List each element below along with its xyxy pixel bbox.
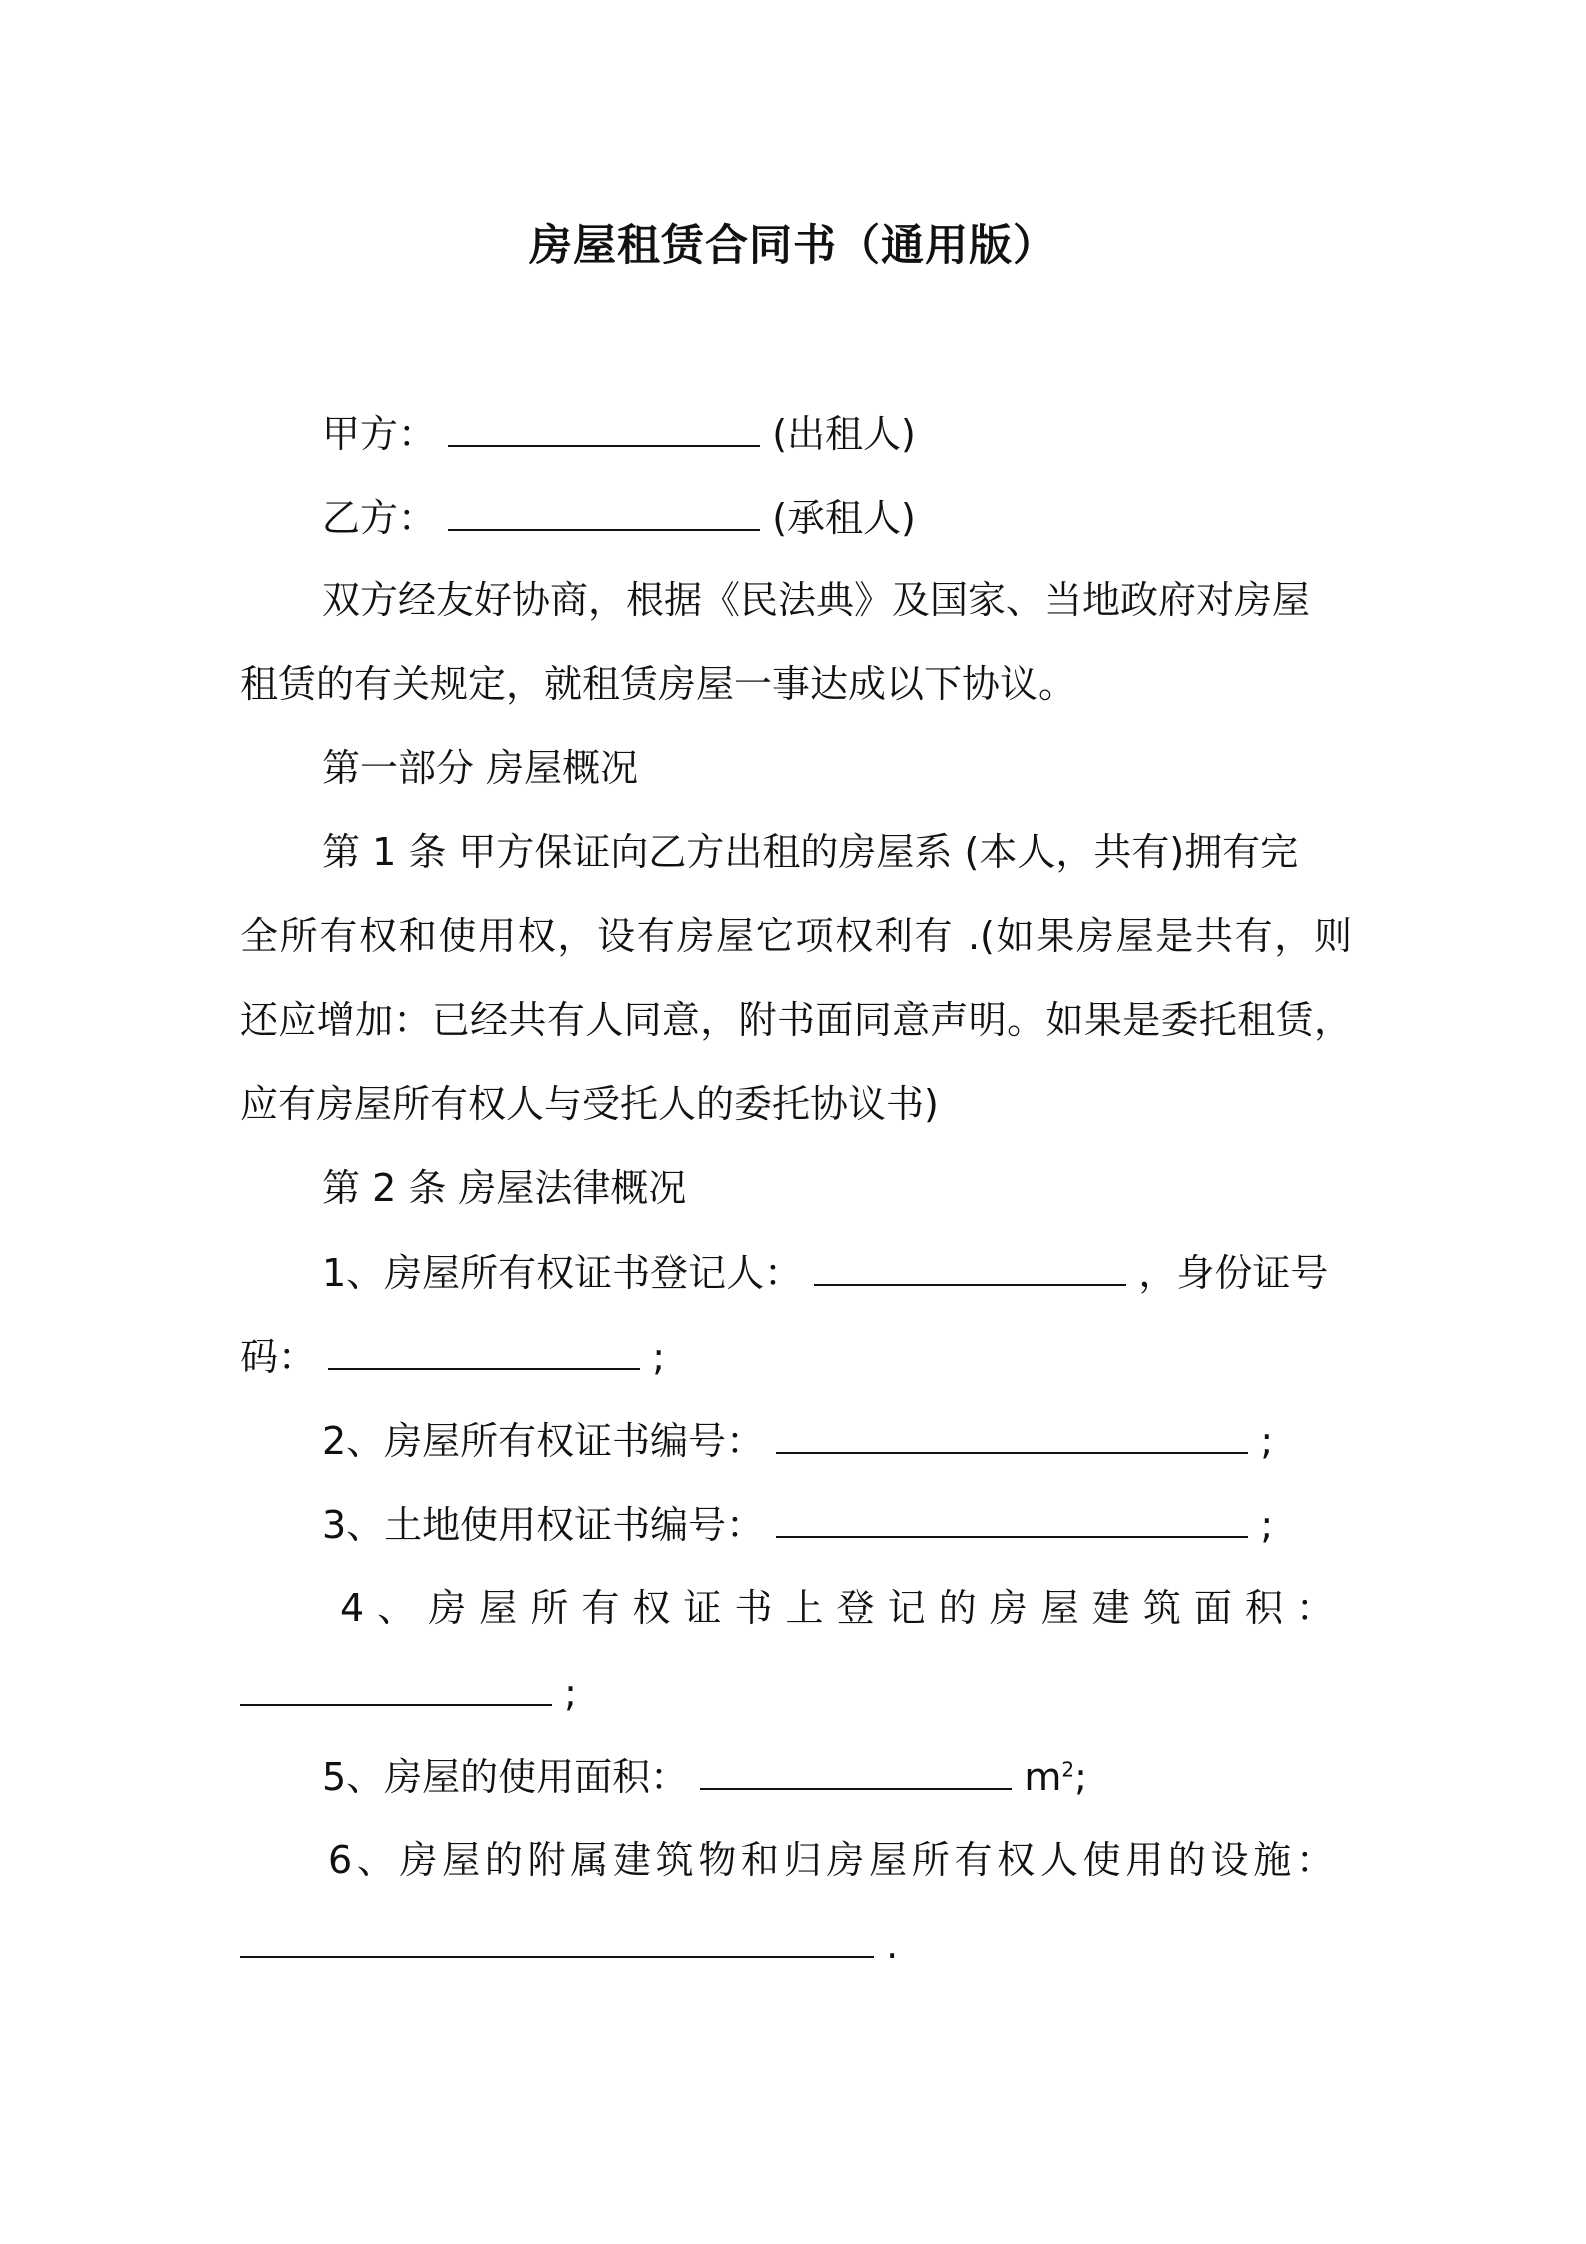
- party-a-role: (出租人): [772, 412, 916, 456]
- item4-semicolon: ;: [564, 1671, 577, 1715]
- item3-semicolon: ;: [1260, 1503, 1274, 1547]
- party-b-role: (承租人): [772, 496, 916, 540]
- article2-heading: 第 2 条 房屋法律概况: [322, 1166, 687, 1210]
- party-b-label: 乙方：: [322, 496, 437, 540]
- item1-cont-line: [240, 1328, 665, 1385]
- usable-area-blank[interactable]: [700, 1748, 1012, 1790]
- item5-line: [322, 1748, 1087, 1805]
- item2-label: 2、房屋所有权证书编号：: [322, 1419, 765, 1463]
- item3-line: [322, 1496, 1273, 1553]
- item1-suffix: ，身份证号: [1138, 1251, 1329, 1295]
- item5-label: 5、房屋的使用面积：: [322, 1755, 689, 1799]
- article1-line-1: 第 1 条 甲方保证向乙方出租的房屋系 (本人，共有)拥有完: [322, 830, 1299, 874]
- intro-line-1: 双方经友好协商，根据《民法典》及国家、当地政府对房屋: [322, 578, 1311, 622]
- item4-cont-line: [240, 1664, 577, 1721]
- item2-semicolon: ;: [1260, 1419, 1274, 1463]
- item1-semicolon: ;: [652, 1335, 666, 1379]
- building-area-blank[interactable]: [240, 1664, 552, 1706]
- party-b-line: [322, 489, 916, 546]
- area-unit-superscript: 2: [1061, 1757, 1075, 1782]
- registrant-blank[interactable]: [814, 1244, 1126, 1286]
- article1-line-2: 全所有权和使用权，设有房屋它项权利有 .(如果房屋是共有，则: [240, 914, 1352, 958]
- item5-semicolon: ;: [1074, 1755, 1087, 1799]
- article1-line-4: 应有房屋所有权人与受托人的委托协议书): [240, 1082, 939, 1126]
- item6-cont-line: [240, 1916, 898, 1973]
- land-certificate-blank[interactable]: [776, 1496, 1248, 1538]
- party-b-blank[interactable]: [448, 489, 760, 531]
- item1-line: [322, 1244, 1328, 1301]
- article1-line-3: 还应增加：已经共有人同意，附书面同意声明。如果是委托租赁，: [240, 998, 1352, 1042]
- item1-prefix: 1、房屋所有权证书登记人：: [322, 1251, 803, 1295]
- area-unit: m: [1024, 1755, 1062, 1799]
- party-a-label: 甲方：: [322, 412, 437, 456]
- intro-line-2: 租赁的有关规定，就租赁房屋一事达成以下协议。: [240, 662, 1077, 706]
- certificate-number-blank[interactable]: [776, 1412, 1248, 1454]
- document-title: 房屋租赁合同书（通用版）: [529, 221, 1057, 271]
- part1-heading: 第一部分 房屋概况: [322, 746, 639, 790]
- item2-line: [322, 1412, 1273, 1469]
- item4-line: 4、房屋所有权证书上登记的房屋建筑面积：: [340, 1586, 1334, 1630]
- party-a-line: [322, 405, 916, 462]
- item6-line: 6、房屋的附属建筑物和归房屋所有权人使用的设施：: [328, 1838, 1334, 1882]
- item1-cont: 码：: [240, 1335, 317, 1379]
- id-number-blank[interactable]: [328, 1328, 640, 1370]
- party-a-blank[interactable]: [448, 405, 760, 447]
- item3-label: 3、土地使用权证书编号：: [322, 1503, 765, 1547]
- item6-period: .: [886, 1923, 899, 1967]
- facilities-blank[interactable]: [240, 1916, 874, 1958]
